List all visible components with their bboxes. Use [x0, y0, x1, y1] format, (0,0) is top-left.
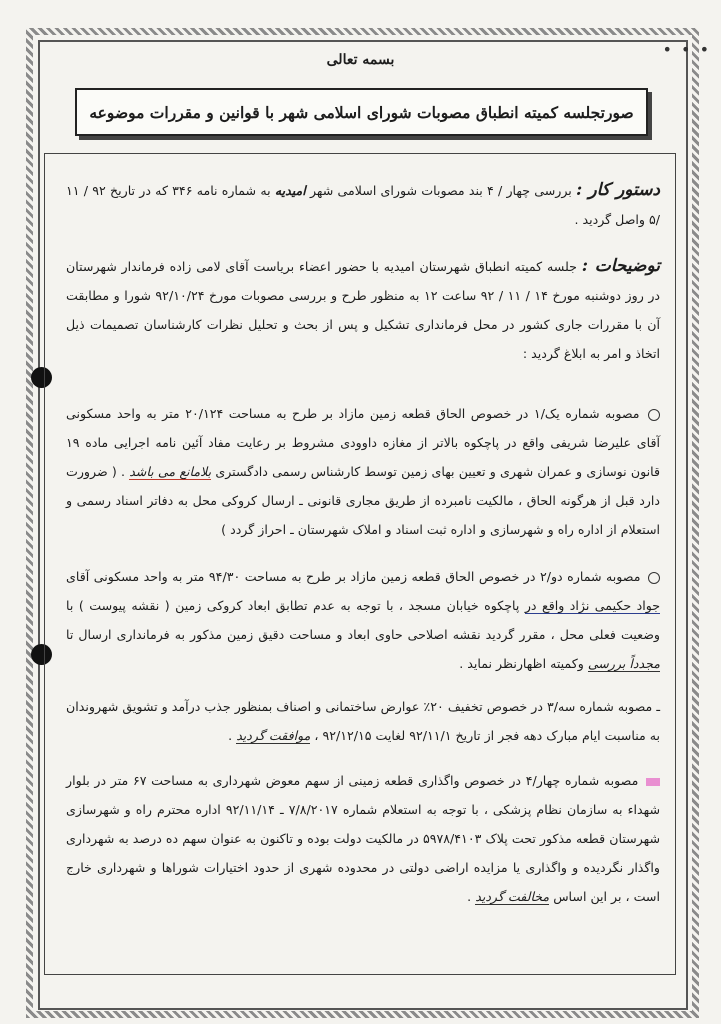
resolution-2	[66, 562, 660, 678]
resolution-4-verdict: مخالفت گردید	[475, 889, 550, 904]
resolution-2-text-2: پاچکوه خیابان مسجد ، با توجه به عدم تطابق ابعاد کروکی زمین ( نقشه پیوست ) با وضعیت فعلی محل ، مقرر گردید نقشه اصلاحی حاوی ابعاد و مساحت دقیق زمین مذکور به فرمانداری ارسال تا	[66, 598, 660, 642]
resolution-2-text-1: مصوبه شماره دو/۲ در خصوص الحاق قطعه زمین مازاد بر طرح به مساحت ۹۴/۳۰ متر به واحد مسکونی آقای	[66, 569, 641, 584]
resolution-2-text-3: وکمیته اظهارنظر نماید .	[459, 656, 584, 671]
agenda-label: دستور کار :	[576, 180, 661, 200]
resolution-3-verdict: موافقت گردید	[236, 728, 311, 743]
explanation-label: توضیحات :	[581, 256, 660, 276]
resolution-1-text-2: . ( ضرورت دارد قبل از هرگونه الحاق ، مالکیت نامبرده از طریق مجاری قانونی ـ ارسال کروکی محل به دفاتر اسناد رسمی و استعلام از اداره راه و شهرسازی و اداره ثبت اسناد و املاک شهرستان ـ احراز گردد )	[66, 464, 660, 537]
resolution-3	[66, 692, 660, 750]
resolution-1-text-1: مصوبه شماره یک/۱ در خصوص الحاق قطعه زمین مازاد بر طرح به مساحت ۲۰/۱۲۴ متر به واحد مسکونی آقای علیرضا شریفی واقع در پاچکوه بالاتر از مغازه داوودی مشروط بر رعایت مفاد آئین نامه اجرایی ماده ۱۹ قانون نوسازی و عمران شهری و تعیین بهای زمین توسط کارشناس رسمی دادگستری	[66, 406, 660, 479]
resolution-1-verdict: بلامانع می باشد	[129, 464, 212, 479]
explanation-text: جلسه کمیته انطباق شهرستان امیدیه با حضور اعضاء بریاست آقای لامی زاده فرماندار شهرستان در روز دوشنبه مورخ ۱۴ / ۱۱ / ۹۲ ساعت ۱۲ به منظور طرح و بررسی مصوبات مورخ ۹۲/۱۰/۲۴ شورا و مطابقت آن با مقررات جاری کشور در محل فرمانداری تشکیل و پس از بحث و تحلیل نظرات کارشناسان تصمیمات ذیل اتخاذ و امر به ابلاغ گردید :	[66, 259, 661, 361]
agenda-text-2: به شماره نامه ۳۴۶ که در تاریخ ۹۲ / ۱۱ /۵ واصل گردید .	[66, 183, 660, 227]
resolution-4-text-2: .	[467, 889, 472, 904]
circle-bullet-icon	[648, 572, 660, 584]
resolution-4-text-1: مصوبه شماره چهار/۴ در خصوص واگذاری قطعه زمینی از سهم معوض شهرداری به مساحت ۶۷ متر در بلوار شهداء به سازمان نظام پزشکی ، با توجه به استعلام شماره ۷/۸/۲۰۱۷ ـ ۹۲/۱۱/۱۴ اداره محترم راه و شهرسازی شهرستان قطعه مذکور تحت پلاک ۵۹۷۸/۴۱۰۳ در مالکیت دولت بوده و تاکنون به عنوان سهم ده درصد به شهرداری واگذار نگردیده و واگذاری یا مزایده اراضی دولتی در محدوده شهری از حدود اختیارات شوراها و شهرداری خارج است ، بر این اساس	[66, 773, 660, 904]
title-box	[75, 88, 648, 136]
resolution-1	[66, 399, 660, 544]
explanation-paragraph	[66, 252, 660, 368]
highlight-marker-icon	[646, 778, 660, 786]
invocation: بسمه تعالی	[326, 52, 395, 68]
resolution-2-name: جواد حکیمی نژاد واقع در	[524, 598, 660, 613]
resolution-4	[66, 766, 660, 911]
corner-dots: • • •	[662, 40, 711, 59]
agenda-city: امیدیه	[274, 183, 306, 198]
resolution-3-text-1: ـ مصوبه شماره سه/۳ در خصوص تخفیف ۲۰٪ عوارض ساختمانی و اصناف بمنظور جذب درآمد و تشویق شهروندان به مناسبت ایام مبارک دهه فجر از تاریخ ۹۲/۱۱/۱ لغایت ۹۲/۱۲/۱۵ ،	[66, 699, 661, 743]
agenda-paragraph	[66, 176, 660, 234]
agenda-text-1: بررسی چهار / ۴ بند مصوبات شورای اسلامی شهر	[309, 183, 572, 198]
circle-bullet-icon	[648, 409, 660, 421]
resolution-3-text-2: .	[228, 728, 233, 743]
document-title: صورتجلسه کمیته انطباق مصوبات شورای اسلامی شهر با قوانین و مقررات موضوعه	[89, 102, 634, 122]
resolution-2-verdict: مجدداً بررسی	[587, 656, 660, 671]
